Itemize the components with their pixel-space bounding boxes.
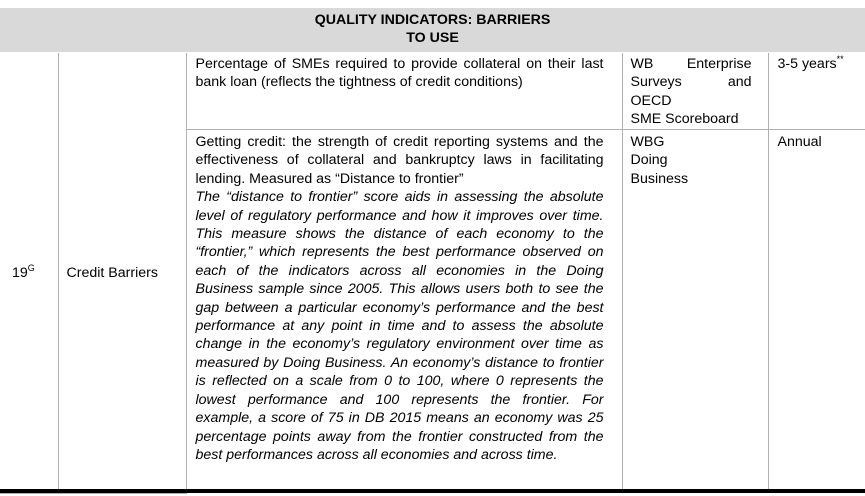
description-text: Getting credit: the strength of credit reporting systems and the effectiveness of collateral and bankruptcy laws in facilitating lending. Measured as “Distance to frontier” (195, 134, 604, 187)
source-line: Business (630, 170, 689, 187)
source-line: Doing (630, 152, 668, 169)
table-title-line-1: QUALITY INDICATORS: BARRIERS (314, 12, 551, 28)
source-line: WBG (630, 134, 665, 150)
indicator-frequency: 3-5 years** (768, 53, 865, 130)
description-note: The “distance to frontier” score aids in assessing the absolute level of regulatory performance and how it improves over time. This measure shows the distance of each economy to the “frontier,” which represents the best performance observed on each of the indicators across all economies in the Doing Business sample since 2005. This allows users both to see the gap between a particular economy’s performance and the best performance at any point in time and to assess the absolute change in the economy’s regulatory environment over time as measured by Doing Business. An economy’s distance to frontier is reflected on a scale from 0 to 100, where 0 represents the lowest performance and 100 represents the frontier. For example, a score of 75 in DB 2015 means an economy was 25 percentage points away from the frontier constructed from the best performances across all economies and across time. (195, 189, 604, 463)
indicator-source (622, 130, 768, 494)
table-header-row (0, 8, 865, 53)
indicator-description (186, 130, 622, 494)
table-title (0, 8, 865, 53)
indicator-name: Credit Barriers (58, 53, 186, 494)
bottom-border-rule (0, 489, 865, 493)
source-line: SME Scoreboard (630, 111, 739, 128)
quality-indicators-table (0, 8, 865, 494)
table-row (0, 53, 865, 130)
indicator-frequency: Annual (777, 134, 822, 150)
indicator-number-superscript: G (27, 262, 35, 273)
source-line: WB Enterprise Surveys and OECD (630, 56, 752, 109)
table-title-line-2: TO USE (406, 29, 459, 46)
frequency-footnote-mark: ** (836, 54, 844, 64)
indicator-source (622, 53, 768, 130)
indicator-number: $19^G$ (0, 53, 58, 494)
indicator-description: Percentage of SMEs required to provide collateral on their last bank loan (reflects the tightness of credit conditions) (186, 53, 622, 130)
